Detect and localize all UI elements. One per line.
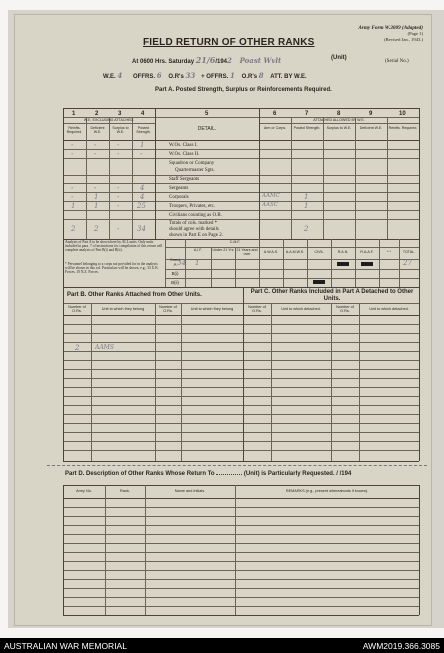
accession-number: AWM2019.366.3085 bbox=[362, 641, 440, 651]
hand-entry: 2 bbox=[71, 225, 76, 233]
part-d-col-header: Name and Initials. bbox=[174, 489, 206, 493]
hand-entry: - bbox=[117, 193, 120, 201]
unit-handwritten: Poast Wvlt bbox=[239, 56, 282, 65]
col-number: 10 bbox=[399, 111, 406, 117]
hand-entry: - bbox=[71, 150, 74, 158]
ors2-label: O.R's bbox=[241, 74, 258, 80]
hand-entry: 1 bbox=[71, 202, 76, 210]
col-header: Reinfts. Required. bbox=[388, 126, 418, 130]
part-c-col-header: Unit to which detached. bbox=[281, 307, 321, 311]
hand-entry: 2 bbox=[304, 225, 309, 233]
offrs-handwritten: 6 bbox=[156, 71, 162, 80]
hand-entry: 2 bbox=[94, 225, 99, 233]
hand-entry: 1 bbox=[195, 259, 200, 267]
hand-entry: - bbox=[71, 141, 74, 149]
att-label: ATT. BY W.E. bbox=[270, 74, 307, 80]
hand-entry: - bbox=[117, 202, 120, 210]
part-b-col-header: Unit to which they belong bbox=[101, 307, 145, 311]
hand-entry: 27 bbox=[403, 259, 412, 267]
part-b-entry-number: 2 bbox=[75, 344, 80, 352]
army-form-number: Army Form W.3009 (Adapted) bbox=[358, 25, 423, 31]
hand-entry: 1 bbox=[94, 193, 99, 201]
part-d-unit-label: (Unit) is Particularly Requested. bbox=[243, 471, 335, 477]
col-header: Reinfts. Required. bbox=[66, 126, 83, 134]
col-header: Arm or Corps. bbox=[263, 126, 287, 130]
col-number: 1 bbox=[72, 111, 76, 117]
hand-entry: 1 bbox=[304, 202, 309, 210]
part-d-title-text: Part D. Description of Other Ranks Whose Return To bbox=[65, 471, 215, 477]
col-header: Surplus to W.E. bbox=[112, 126, 129, 134]
hand-entry: - bbox=[94, 141, 97, 149]
part-b-col-header: Number of O.Rs. bbox=[159, 305, 177, 314]
detail-row-label: Squadron or Company bbox=[169, 161, 215, 166]
form-sheet bbox=[14, 14, 432, 626]
serial-label: (Serial No.) bbox=[385, 59, 409, 64]
year-handwritten: 2 bbox=[227, 56, 232, 65]
detail-row-label: W.Os. Class I. bbox=[169, 143, 198, 148]
col-number: 8 bbox=[337, 111, 341, 117]
hand-entry: - bbox=[71, 184, 74, 192]
analysis-col: A.A.M.W.S. bbox=[285, 250, 305, 254]
detail-row-label: Civilians counting as O.R. bbox=[169, 213, 222, 218]
hand-entry: 34 bbox=[137, 225, 146, 233]
col-number: 4 bbox=[141, 111, 145, 117]
analysis-col: Under 21 Yrs bbox=[212, 248, 234, 252]
analysis-col: CIVIL bbox=[314, 250, 324, 254]
analysis-row-label: A bbox=[173, 262, 177, 267]
detail-header: DETAIL. bbox=[197, 126, 217, 132]
part-d-col-header: Rank. bbox=[120, 489, 130, 493]
hand-entry: - bbox=[117, 141, 120, 149]
analysis-col: 21 Years and over bbox=[236, 248, 258, 256]
ors-label: O.R's bbox=[168, 74, 184, 80]
hand-entry: - bbox=[117, 150, 120, 158]
detail-row-label: Totals of cols. marked * bbox=[169, 221, 218, 226]
part-c-col-header: Number of O.Rs. bbox=[248, 305, 266, 314]
plus-offrs-handwritten: 1 bbox=[229, 71, 235, 80]
we-label: W.E. bbox=[103, 74, 116, 80]
analysis-col: Grand bbox=[170, 258, 180, 262]
analysis-col: A.I.F. bbox=[193, 248, 203, 252]
col-header: Deficient W.E. bbox=[359, 126, 383, 130]
detail-row-label: Staff Sergeants bbox=[169, 177, 200, 182]
left-group-header: W.E. EXCLUDING ATTACHED. bbox=[83, 118, 135, 122]
analysis-col: R.A.A.F. bbox=[360, 250, 374, 254]
col-header: Posted Strength. bbox=[136, 126, 151, 134]
col-header: Surplus to W.E. bbox=[326, 126, 352, 130]
col-header: Deficient W.E. bbox=[90, 126, 105, 134]
hand-entry: - bbox=[94, 150, 97, 158]
form-title: FIELD RETURN OF OTHER RANKS bbox=[143, 37, 315, 48]
part-b-col-header: Unit to which they belong bbox=[190, 307, 234, 311]
analysis-row-label: B(ii) bbox=[171, 280, 179, 285]
analysis-col: R.A.N. bbox=[337, 250, 349, 254]
hand-entry: - bbox=[117, 184, 120, 192]
hand-entry: - bbox=[71, 193, 74, 201]
analysis-col: A.W.A.S. bbox=[263, 250, 279, 254]
analysis-col: TOTAL. bbox=[402, 250, 416, 254]
detail-row-label: Troopers, Privates, etc. bbox=[169, 204, 216, 209]
part-d-date-label: / /194 bbox=[336, 471, 352, 477]
part-c-col-header: Number of O.Rs. bbox=[336, 305, 354, 314]
part-c-col-header: Unit to which detached. bbox=[369, 307, 409, 311]
part-c-title: Part C. Other Ranks Included in Part A Detached to Other Units. bbox=[250, 289, 414, 302]
col-number: 3 bbox=[118, 111, 122, 117]
hand-entry: AAMC bbox=[262, 193, 280, 199]
archive-credit: AUSTRALIAN WAR MEMORIAL bbox=[4, 641, 127, 651]
analysis-row-label: B(i) bbox=[171, 271, 179, 276]
analysis-footnote: * Personnel belonging to a corps not provided for in the analysis will be shown in this col. Particulars will be shown, e.g., 33 U.K. Forces, 10 N.Z. Forces. bbox=[65, 262, 159, 274]
hand-entry: 4 bbox=[140, 193, 145, 201]
hand-entry: 1 bbox=[94, 202, 99, 210]
hand-entry: 1 bbox=[304, 193, 309, 201]
hand-entry: AASC bbox=[262, 202, 278, 208]
detail-row-label: Corporals bbox=[169, 195, 189, 200]
part-d-table bbox=[15, 15, 433, 627]
plus-offrs-label: + OFFRS. bbox=[201, 74, 229, 80]
hand-entry: - bbox=[94, 184, 97, 192]
col-header: Posted Strength. bbox=[293, 126, 321, 130]
revision-date: (Revised Jan., 1943.) bbox=[384, 36, 423, 42]
detail-row-label: shown in Part E on Page 2. bbox=[169, 233, 224, 238]
detail-row-label: Sergeants bbox=[169, 186, 189, 191]
col-number: 5 bbox=[205, 111, 209, 117]
detail-row-label: should agree with details bbox=[169, 227, 219, 232]
col-number: 7 bbox=[305, 111, 309, 117]
year-label: /194 bbox=[215, 59, 228, 65]
hand-entry: 4 bbox=[140, 184, 145, 192]
analysis-note: Analysis of Part A to be shown here by ALL units. Only units included in para. 7 of instructions for compilation of this return will complete analysis of Part B(i) and B(ii). bbox=[65, 240, 163, 252]
hand-entry: 1 bbox=[140, 141, 145, 149]
part-d-col-header: REMARKS (e.g., present whereabouts if known). bbox=[285, 489, 369, 493]
analysis-col: * * bbox=[387, 250, 391, 254]
page-number: (Page 1) bbox=[407, 31, 423, 37]
detail-row-label: Quartermaster Sgts. bbox=[175, 168, 215, 173]
hand-entry: - bbox=[140, 150, 143, 158]
detail-row-label: W.Os. Class II. bbox=[169, 152, 200, 157]
part-b-title: Part B. Other Ranks Attached from Other Units. bbox=[67, 292, 202, 298]
part-b-entry-unit: AAMS bbox=[95, 344, 114, 351]
right-group-header: ATTACHED ALLOWED BY W.E. bbox=[313, 118, 365, 122]
hand-entry: 25 bbox=[137, 202, 146, 210]
offrs-label: OFFRS. bbox=[133, 74, 156, 80]
cmf-label: C.M.F. bbox=[229, 240, 241, 244]
ors2-handwritten: 8 bbox=[258, 71, 264, 80]
hand-entry: 34 bbox=[177, 259, 186, 267]
part-a-title: Part A. Posted Strength, Surplus or Reinforcements Required. bbox=[155, 87, 332, 93]
col-number: 2 bbox=[95, 111, 99, 117]
col-number: 9 bbox=[369, 111, 373, 117]
ors-handwritten: 33 bbox=[185, 71, 196, 80]
unit-label: (Unit) bbox=[331, 55, 347, 61]
date-handwritten: 21/6 bbox=[195, 55, 216, 65]
we-handwritten: 4 bbox=[117, 71, 123, 80]
part-d-col-header: Army No. bbox=[76, 489, 92, 493]
col-number: 6 bbox=[273, 111, 277, 117]
hand-entry: - bbox=[117, 225, 120, 233]
at-time-label: At 0600 Hrs. Saturday bbox=[132, 59, 195, 65]
part-b-col-header: Number of O.Rs. bbox=[68, 305, 86, 314]
